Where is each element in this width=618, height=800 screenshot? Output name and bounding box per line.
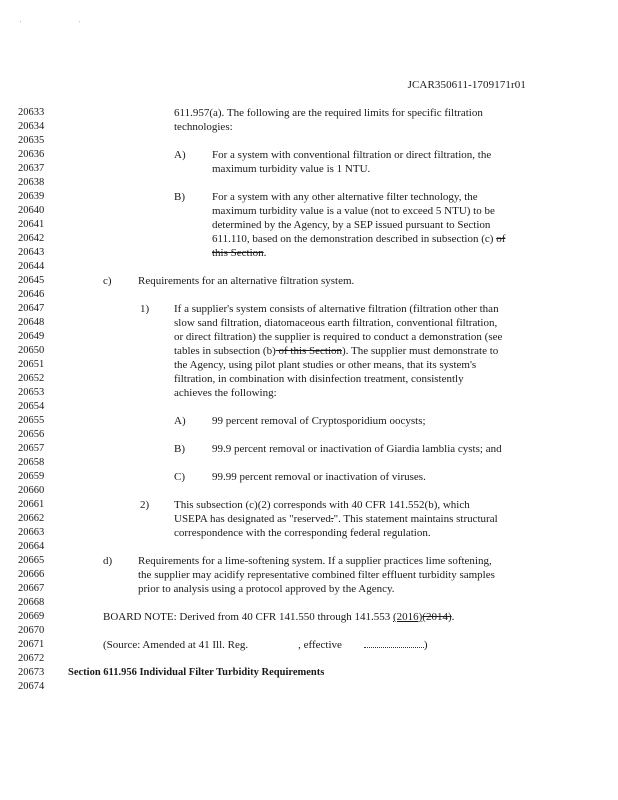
text-line: the supplier may acidify representative combined filter effluent turbidity samples xyxy=(138,569,495,581)
line-number: 20662 xyxy=(18,513,45,524)
text-segment: tables in subsection (b) xyxy=(174,345,276,357)
line-number: 20653 xyxy=(18,387,45,398)
line-number: 20658 xyxy=(18,457,45,468)
text-segment: , effective xyxy=(298,639,342,651)
line-number: 20673 xyxy=(18,667,45,678)
text-segment: (Source: Amended at 41 Ill. Reg. xyxy=(103,639,249,651)
line-number: 20663 xyxy=(18,527,45,538)
text-segment: . xyxy=(451,611,455,623)
text-line: 611.957(a). The following are the required limits for specific filtration xyxy=(174,107,483,119)
text-line: maximum turbidity value is 1 NTU. xyxy=(212,163,371,175)
line-number: 20640 xyxy=(18,205,45,216)
item-label: A) xyxy=(174,415,186,427)
text-line: For a system with any other alternative filter technology, the xyxy=(212,191,478,203)
line-number: 20670 xyxy=(18,625,45,636)
line-number: 20667 xyxy=(18,583,45,594)
text-line xyxy=(174,344,498,358)
text-line: or direct filtration) the supplier is required to conduct a demonstration (see xyxy=(174,331,503,343)
text-line: This subsection (c)(2) corresponds with 40 CFR 141.552(b), which xyxy=(174,499,470,511)
text-line: prior to analysis using a protocol approved by the Agency. xyxy=(138,583,395,595)
line-number: 20648 xyxy=(18,317,45,328)
text-segment: ). The supplier must demonstrate to xyxy=(342,345,499,357)
line-number: 20636 xyxy=(18,149,45,160)
line-number: 20659 xyxy=(18,471,45,482)
text-line: correspondence with the corresponding federal regulation. xyxy=(174,527,431,539)
line-number: 20669 xyxy=(18,611,45,622)
line-number: 20645 xyxy=(18,275,45,286)
line-number: 20646 xyxy=(18,289,45,300)
line-number: 20633 xyxy=(18,107,45,118)
deleted-text: of xyxy=(496,233,506,245)
line-number: 20654 xyxy=(18,401,45,412)
line-number: 20666 xyxy=(18,569,45,580)
line-number: 20644 xyxy=(18,261,45,272)
text-line xyxy=(212,232,505,246)
document-id: JCAR350611-1709171r01 xyxy=(407,79,526,91)
line-number: 20672 xyxy=(18,653,45,664)
text-line: 99.9 percent removal or inactivation of Giardia lamblia cysts; and xyxy=(212,443,502,455)
line-number: 20652 xyxy=(18,373,45,384)
item-label: 1) xyxy=(140,303,150,315)
line-number: 20642 xyxy=(18,233,45,244)
line-number: 20641 xyxy=(18,219,45,230)
text-line: slow sand filtration, diatomaceous earth filtration, conventional filtration, xyxy=(174,317,498,329)
item-label: C) xyxy=(174,471,185,483)
text-line xyxy=(174,512,498,526)
text-line: maximum turbidity value is a value (not to exceed 5 NTU) to be xyxy=(212,205,495,217)
text-line: 99 percent removal of Cryptosporidium oocysts; xyxy=(212,415,426,427)
line-number: 20635 xyxy=(18,135,45,146)
line-number: 20643 xyxy=(18,247,45,258)
inserted-text: (2016) xyxy=(392,611,423,623)
text-line: Requirements for a lime-softening system. If a supplier practices lime softening, xyxy=(138,555,492,567)
line-number: 20655 xyxy=(18,415,45,426)
text-line: If a supplier's system consists of alternative filtration (filtration other than xyxy=(174,303,499,315)
section-heading: Section 611.956 Individual Filter Turbidity Requirements xyxy=(68,667,325,678)
deleted-text: this Section xyxy=(212,247,264,259)
line-number: 20665 xyxy=(18,555,45,566)
line-number: 20638 xyxy=(18,177,45,188)
text-segment: BOARD NOTE: Derived from 40 CFR 141.550 through 141.553 xyxy=(103,611,393,623)
deleted-text: (2014) xyxy=(422,611,452,623)
line-number: 20650 xyxy=(18,345,45,356)
board-note xyxy=(103,610,454,624)
text-line: achieves the following: xyxy=(174,387,277,399)
item-label: B) xyxy=(174,443,185,455)
text-segment: . xyxy=(263,247,267,259)
line-number: 20639 xyxy=(18,191,45,202)
item-label: c) xyxy=(103,275,112,287)
scan-specks: ' ' xyxy=(20,21,108,27)
text-line: the Agency, using pilot plant studies or other means, that its system's xyxy=(174,359,477,371)
text-segment: 611.110, based on the demonstration described in subsection (c) xyxy=(212,233,494,245)
text-line: technologies: xyxy=(174,121,233,133)
text-line: For a system with conventional filtration or direct filtration, the xyxy=(212,149,492,161)
line-number: 20671 xyxy=(18,639,45,650)
deleted-text: of this Section xyxy=(275,345,343,357)
line-number: 20668 xyxy=(18,597,45,608)
line-number: 20661 xyxy=(18,499,45,510)
line-number: 20634 xyxy=(18,121,45,132)
item-label: B) xyxy=(174,191,185,203)
date-blank xyxy=(364,647,424,648)
line-number: 20664 xyxy=(18,541,45,552)
source-note xyxy=(103,638,428,652)
line-number: 20656 xyxy=(18,429,45,440)
text-line: 99.99 percent removal or inactivation of viruses. xyxy=(212,471,426,483)
line-number: 20657 xyxy=(18,443,45,454)
item-label: d) xyxy=(103,555,113,567)
text-segment: USEPA has designated as "reserved xyxy=(174,513,331,525)
line-number: 20660 xyxy=(18,485,45,496)
text-segment: ) xyxy=(423,639,428,651)
subsection-heading: Requirements for an alternative filtration system. xyxy=(138,275,355,287)
text-line: filtration, in combination with disinfection treatment, consistently xyxy=(174,373,464,385)
deleted-text: . xyxy=(330,513,334,525)
line-number: 20647 xyxy=(18,303,45,314)
line-number: 20674 xyxy=(18,681,45,692)
item-label: A) xyxy=(174,149,186,161)
line-number: 20649 xyxy=(18,331,45,342)
text-line: determined by the Agency, by a SEP issued pursuant to Section xyxy=(212,219,491,231)
line-number: 20651 xyxy=(18,359,45,370)
item-label: 2) xyxy=(140,499,150,511)
line-number: 20637 xyxy=(18,163,45,174)
text-segment: ". This statement maintains structural xyxy=(333,513,498,525)
text-line xyxy=(212,246,266,260)
